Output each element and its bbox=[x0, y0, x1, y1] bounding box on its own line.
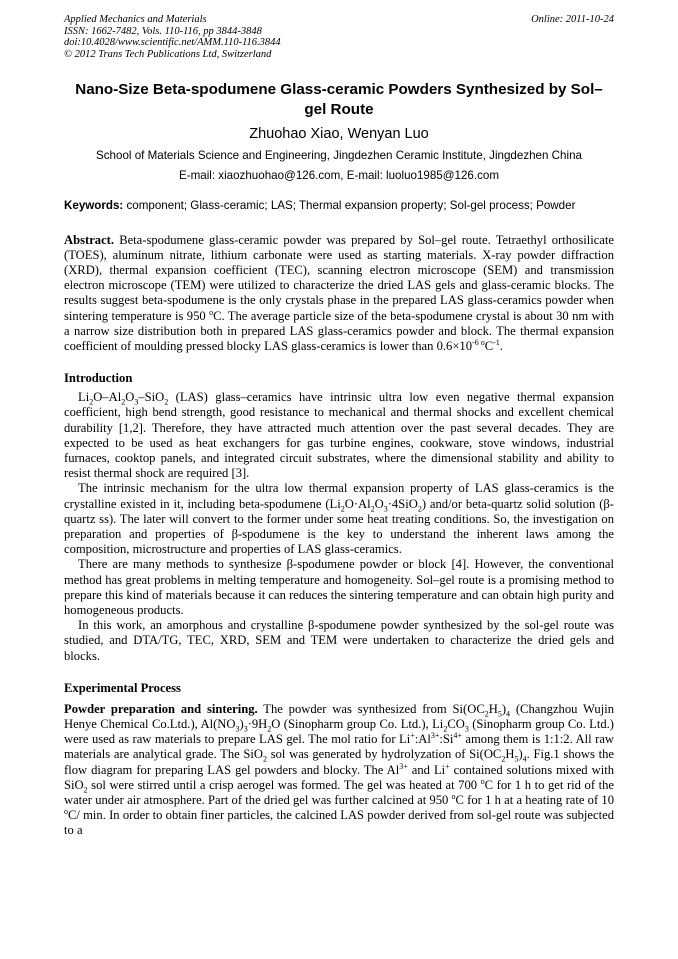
keywords-label: Keywords: bbox=[64, 199, 124, 212]
abstract bbox=[64, 233, 614, 355]
keywords-text: component; Glass-ceramic; LAS; Thermal expansion property; Sol-gel process; Powder bbox=[123, 199, 576, 212]
intro-paragraph: There are many methods to synthesize β-spodumene powder or block [4]. However, the conventional method has great problems in melting temperature and homogeneity. Sol–gel route is a promising method to prepare this kind of materials because it can reduces the sintering temperature and can obtain high purity and homogeneous products. bbox=[64, 557, 614, 617]
experimental-paragraph bbox=[64, 702, 614, 839]
introduction-section bbox=[64, 371, 614, 664]
journal-header bbox=[64, 14, 614, 60]
abstract-label: Abstract. bbox=[64, 232, 115, 247]
copyright-line: © 2012 Trans Tech Publications Ltd, Switzerland bbox=[64, 48, 272, 60]
issn-line: ISSN: 1662-7482, Vols. 110-116, pp 3844-3848 bbox=[64, 25, 262, 37]
paper-title: Nano-Size Beta-spodumene Glass-ceramic Powders Synthesized by Sol–gel Route bbox=[75, 81, 603, 118]
experimental-section bbox=[64, 681, 614, 839]
online-date: Online: 2011-10-24 bbox=[531, 14, 614, 25]
subsection-runin-heading: Powder preparation and sintering. bbox=[64, 701, 258, 716]
experimental-text: The powder was synthesized from $Si(OC_2H_5)_4$ (Changzhou Wujin Henye Chemical Co.Ltd.), $Al(NO_3)_3\cdot 9H_2O$ (Sinopharm group Co. Ltd.), $Li_2CO_3$ (Sinopharm group Co. Ltd.) were used as raw materials to prepare LAS gel. The mol ratio for $Li^+:Al^{3+}:Si^{4+}$ among them is 1:1:2. All raw materials are analytical grade. The SiO$_2$ sol was generated by hydrolyzation of $Si(OC_2H_5)_4$. Fig.1 shows the flow diagram for preparing LAS gel powders and blocky. The $Al^{3+}$ and Li+ contained solutions mixed with SiO$_2$ sol were stirred until a crisp aerogel was formed. The gel was heated at 700 $^o$C for 1 h to get rid of the water under air atmosphere. Part of the dried gel was further calcined at 950 $^o$C for 1 h at a heating rate of 10 $^o$C/ min. In order to obtain finer particles, the calcined LAS powder derived from sol-gel route was subjected to a bbox=[64, 701, 615, 838]
intro-paragraph: In this work, an amorphous and crystalline β-spodumene powder synthesized by the sol-gel route was studied, and DTA/TG, TEC, XRD, SEM and TEM were undertaken to characterize the dried gels and blocks. bbox=[64, 618, 614, 663]
introduction-heading: Introduction bbox=[64, 371, 133, 386]
doi-line: doi:10.4028/www.scientific.net/AMM.110-116.3844 bbox=[64, 37, 281, 48]
keywords bbox=[64, 198, 614, 214]
paper-page bbox=[64, 14, 614, 839]
abstract-text: Beta-spodumene glass-ceramic powder was prepared by Sol–gel route. Tetraethyl orthosilicate (TOES), aluminum nitrate, lithium carbonate were used as starting materials. X-ray powder diffraction (XRD), thermal expansion coefficient (TEC), scanning electron microscope (SEM) and transmission electron microscope (TEM) were utilized to characterize the dried LAS gels and glass-ceramic blocks. The results suggest beta-spodumene is the only crystals phase in the prepared LAS glass-ceramics powder when sintering temperature is 950 $^o$C. The average particle size of the beta-spodumene crystal is about 30 nm with a narrow size distribution both in prepared LAS glass-ceramics powder and block. The thermal expansion coefficient of moulding pressed blocky LAS glass-ceramics is lower than $0.6\times 10^{-6 o}C^{-1}$. bbox=[64, 232, 614, 353]
journal-name: Applied Mechanics and Materials bbox=[64, 14, 207, 25]
paper-authors: Zhuohao Xiao, Wenyan Luo bbox=[249, 126, 429, 142]
intro-paragraph: The intrinsic mechanism for the ultra low thermal expansion property of LAS glass-ceramics is the crystalline existed in it, including beta-spodumene $(Li_2O\cdot Al_2O_3\cdot 4SiO_2)$ and/or beta-quartz solid solution (β-quartz ss). The later will convert to the former under some heat treating conditions. So, the investigation on preparation and properties of β-spodumene is the key to understand the inherent laws among the composition, microstructure and properties of LAS glass-ceramics. bbox=[64, 481, 614, 557]
intro-paragraph: $Li_2O-Al_2O_3-SiO_2$ (LAS) glass–ceramics have intrinsic ultra low even negative thermal expansion coefficient, high bend strength, good resistance to mechanical and thermal shocks and excellent chemical durability [1,2]. Therefore, they have attracted much attention over the past several decades. They are expected to be used as heat exchangers for gas turbine engines, cookware, stove windows, industrial furnaces, cooktop panels, and integrated circuit substrates, where the dimensional stability and ability to resist thermal shock are required [3]. bbox=[64, 390, 614, 481]
author-emails: E-mail: xiaozhuohao@126.com, E-mail: luoluo1985@126.com bbox=[179, 169, 499, 182]
affiliation: School of Materials Science and Engineering, Jingdezhen Ceramic Institute, Jingdezhen China bbox=[96, 149, 582, 162]
experimental-heading: Experimental Process bbox=[64, 680, 181, 695]
